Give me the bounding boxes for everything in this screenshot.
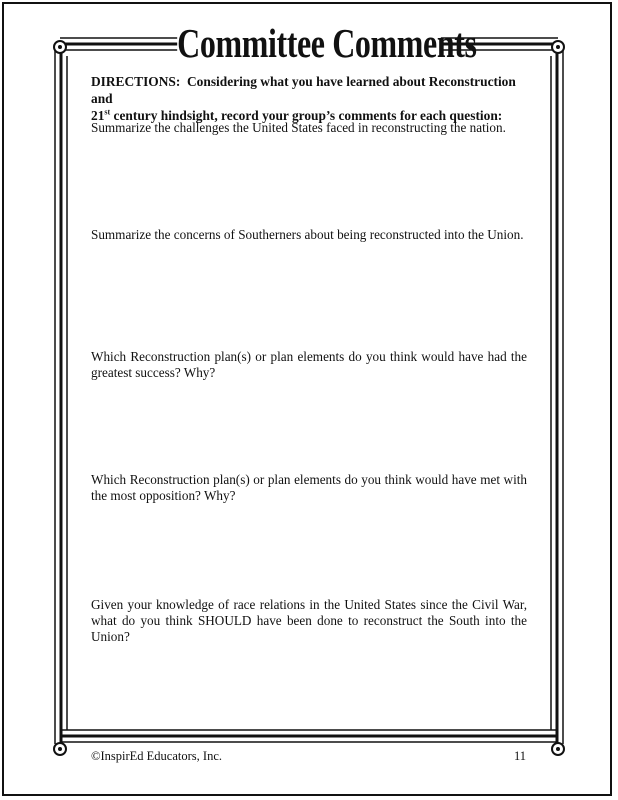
copyright-footer: ©InspirEd Educators, Inc.: [91, 749, 222, 763]
corner-rivet-icon: [552, 743, 564, 755]
question-4: Which Reconstruction plan(s) or plan elements do you think would have met with the most opposition? Why?: [91, 472, 527, 503]
question-5: Given your knowledge of race relations in the United States since the Civil War, what do you think SHOULD have been done to reconstruct the South into the Union?: [91, 597, 527, 644]
corner-rivet-icon: [54, 743, 66, 755]
directions-text-2: century hindsight, record your group’s comments for each question:: [113, 108, 503, 123]
century-number: 21: [91, 108, 105, 123]
question-1: Summarize the challenges the United States faced in reconstructing the nation.: [91, 120, 506, 135]
corner-rivet-icon: [54, 41, 66, 53]
page-number: 11: [514, 749, 527, 763]
question-3: Which Reconstruction plan(s) or plan elements do you think would have had the greatest success? Why?: [91, 349, 527, 380]
directions-text-1: Considering what you have learned about Reconstruction and: [91, 74, 516, 106]
question-2: Summarize the concerns of Southerners about being reconstructed into the Union.: [91, 227, 524, 242]
directions-lead: DIRECTIONS:: [91, 74, 181, 89]
directions: [91, 73, 527, 124]
page-title: Committee Comments: [177, 14, 441, 72]
corner-rivet-icon: [552, 41, 564, 53]
century-superscript: st: [104, 107, 111, 117]
